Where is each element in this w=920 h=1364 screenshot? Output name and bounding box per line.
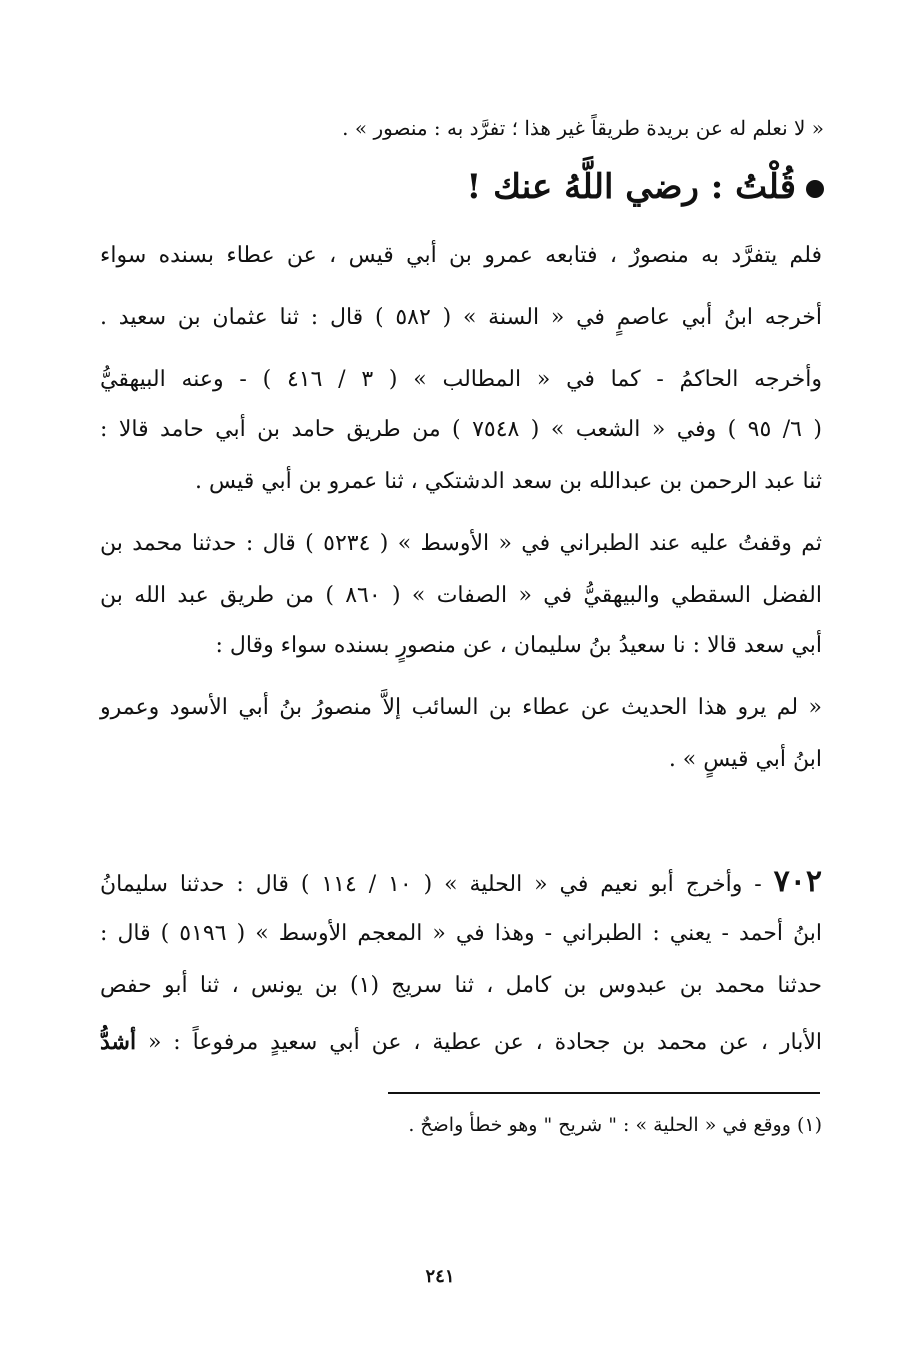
hadith-line-1-text: - وأخرج أبو نعيم في « الحلية » ( ١٠ / ١١٤ ) قال : حدثنا سليمانُ (100, 872, 774, 897)
bullet-icon (806, 180, 824, 198)
page-number: ٢٤١ (425, 1266, 455, 1287)
paragraph-2-line-1: أخرجه ابنُ أبي عاصمٍ في « السنة » ( ٥٨٢ ) قال : ثنا عثمان بن سعيد . (100, 305, 822, 330)
hadith-line-2: ابنُ أحمد - يعني : الطبراني - وهذا في « المعجم الأوسط » ( ٥١٩٦ ) قال : (100, 921, 822, 946)
intro-quote-line: « لا نعلم له عن بريدة طريقاً غير هذا ؛ تفرَّد به : منصور » . (342, 116, 824, 140)
heading-text: قُلْتُ : رضي اللَّهُ عنك ! (466, 167, 796, 207)
paragraph-5-line-1: « لم يرو هذا الحديث عن عطاء بن السائب إلاَّ منصورُ بنُ أبي الأسود وعمرو (100, 695, 822, 720)
footnote: (١) ووقع في « الحلية » : " شريح " وهو خطأ واضحٌ . (408, 1114, 822, 1136)
section-heading (224, 160, 824, 214)
hadith-number: ٧٠٢ (773, 864, 822, 899)
paragraph-3-line-2: ( ٦/ ٩٥ ) وفي « الشعب » ( ٧٥٤٨ ) من طريق حامد بن أبي حامد قالا : (100, 417, 823, 442)
hadith-line-4-text: الأبار ، عن محمد بن جحادة ، عن عطية ، عن أبي سعيدٍ مرفوعاً : « (136, 1030, 822, 1055)
paragraph-4-line-1: ثم وقفتُ عليه عند الطبراني في « الأوسط » ( ٥٢٣٤ ) قال : حدثنا محمد بن (100, 531, 822, 556)
hadith-line-1 (100, 862, 822, 905)
paragraph-4-line-2: الفضل السقطي والبيهقيُّ في « الصفات » ( ٨٦٠ ) من طريق عبد الله بن (100, 583, 822, 608)
hadith-line-4-bold-word: أشدُّ (100, 1029, 137, 1055)
hadith-line-3: حدثنا محمد بن عبدوس بن كامل ، ثنا سريج (١) بن يونس ، ثنا أبو حفص (100, 973, 822, 998)
paragraph-1-line-1: فلم يتفرَّد به منصورٌ ، فتابعه عمرو بن أبي قيس ، عن عطاء بسنده سواء (100, 243, 822, 268)
paragraph-3-line-3: ثنا عبد الرحمن بن عبدالله بن سعد الدشتكي ، ثنا عمرو بن أبي قيس . (195, 469, 822, 494)
paragraph-5-line-2: ابنُ أبي قيسٍ » . (668, 747, 822, 772)
paragraph-4-line-3: أبي سعد قالا : نا سعيدُ بنُ سليمان ، عن منصورٍ بسنده سواء وقال : (215, 633, 822, 658)
hadith-line-4 (100, 1022, 822, 1063)
footnote-divider (388, 1092, 820, 1094)
paragraph-3-line-1: وأخرجه الحاكمُ - كما في « المطالب » ( ٣ / ٤١٦ ) - وعنه البيهقيُّ (100, 367, 822, 392)
